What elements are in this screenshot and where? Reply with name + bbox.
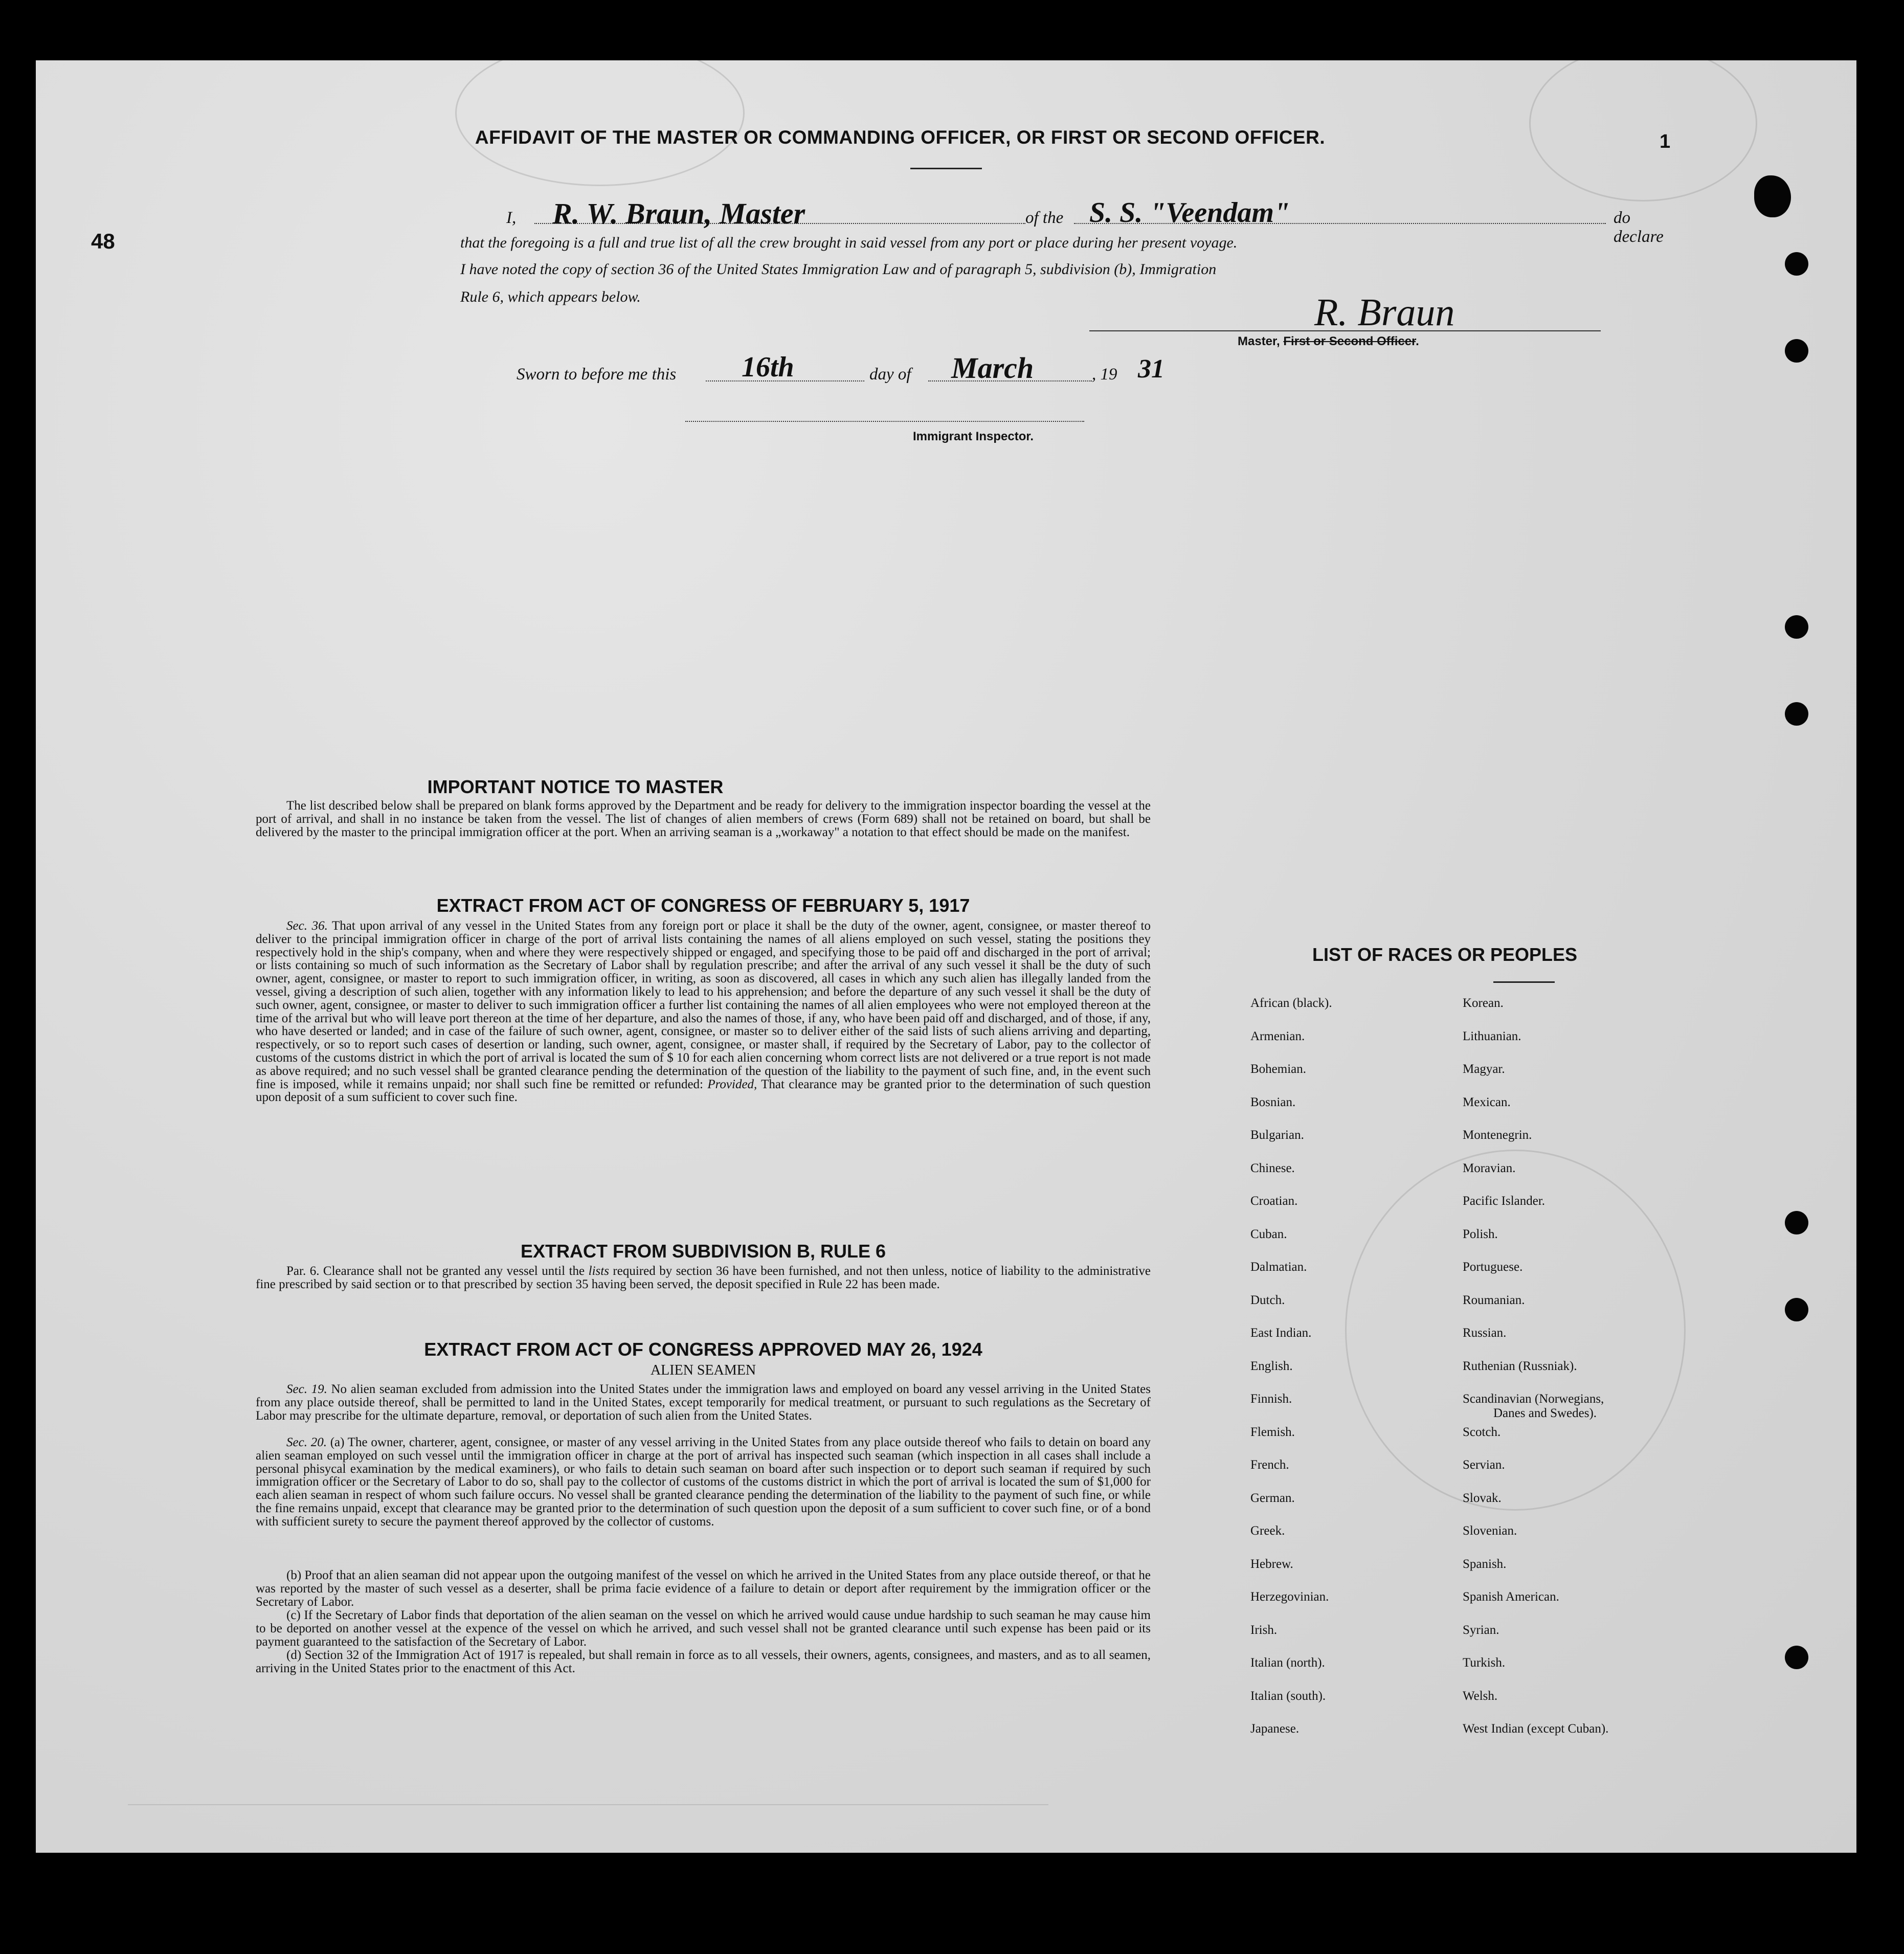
- notice-text: The list described below shall be prepared on blank forms approved by the Department and be ready for delivery to the immigration inspector boarding the vessel at the port of arrival, and shall in no instance be taken from the vessel. The list of changes of alien members of crews (Form 689) shall not be retained on board, but shall be delivered by the master to the principal immigration officer at the port. When an arriving seaman is a „workaway" a notation to that effect should be made on the manifest.: [256, 799, 1151, 839]
- race-item: French.: [1250, 1458, 1289, 1472]
- race-item: Irish.: [1250, 1623, 1278, 1637]
- sworn-year-handwritten: 31: [1138, 354, 1164, 384]
- master-label-struck: First or Second Officer: [1283, 334, 1416, 348]
- race-item: Russian.: [1463, 1326, 1507, 1340]
- race-item: Moravian.: [1463, 1161, 1516, 1175]
- sec-20-label: Sec. 20.: [286, 1435, 327, 1449]
- race-item: African (black).: [1250, 996, 1332, 1010]
- master-label: [1238, 334, 1419, 349]
- race-item: Syrian.: [1463, 1623, 1499, 1637]
- ink-blot-icon: [1754, 175, 1791, 217]
- race-item: East Indian.: [1250, 1326, 1312, 1340]
- race-item: Polish.: [1463, 1227, 1498, 1241]
- race-item: Scotch.: [1463, 1425, 1501, 1439]
- race-item: Scandinavian (Norwegians,: [1463, 1392, 1604, 1406]
- punch-hole-icon: [1785, 1646, 1808, 1669]
- race-item: Roumanian.: [1463, 1293, 1525, 1307]
- punch-hole-icon: [1785, 702, 1808, 726]
- sec-20a-text: [256, 1436, 1151, 1529]
- provided-label: Provided,: [707, 1077, 757, 1091]
- document-sheet: [36, 60, 1856, 1853]
- race-item: Chinese.: [1250, 1161, 1295, 1175]
- race-item: Slovenian.: [1463, 1524, 1517, 1538]
- race-item: Pacific Islander.: [1463, 1194, 1545, 1208]
- race-item: Danes and Swedes).: [1493, 1406, 1597, 1420]
- punch-hole-icon: [1785, 252, 1808, 276]
- punch-hole-icon: [1785, 615, 1808, 639]
- page-mark: 1: [1660, 131, 1671, 152]
- race-item: Armenian.: [1250, 1029, 1305, 1043]
- race-item: Magyar.: [1463, 1062, 1505, 1076]
- affidavit-title: AFFIDAVIT OF THE MASTER OR COMMANDING OFFICER, OR FIRST OR SECOND OFFICER.: [475, 127, 1326, 148]
- lists-label: lists: [588, 1264, 609, 1278]
- race-item: Spanish American.: [1463, 1590, 1559, 1604]
- day-of-label: day of: [869, 365, 911, 384]
- sec-20a-body: (a) The owner, charterer, agent, consignee, or master of any vessel arriving in the United States from any place outside thereof who fails to detain on board any alien seaman employed on such vessel until the immigration officer in charge at the port of arrival has inspected such seaman (which inspection in all cases shall include a personal phisycal examination by the medical examiners), or who fails to detain such seaman on board after such inspection or to deport such seaman if required by such immigration officer or the Secretary of Labor to do so, shall pay to the collector of customs of the customs district in which the port of arrival is located the sum of $1,000 for each alien seaman in respect of whom such failure occurs. No vessel shall be granted clearance pending the determination of the liability to the payment of such fine, or while the fine remains unpaid, except that clearance may be granted prior to the determination of such question upon the deposit of a sum sufficient to cover such fine, or of a bond with sufficient surety to secure the payment thereof approved by the collector of customs.: [256, 1435, 1151, 1529]
- extract-1917-title: EXTRACT FROM ACT OF CONGRESS OF FEBRUARY 5, 1917: [436, 895, 970, 916]
- sec-20b-text: (b) Proof that an alien seaman did not appear upon the outgoing manifest of the vessel on which he arrived in the United States from any place outside thereof, or that he was reported by the master of such vessel as a deserter, shall be prima facie evidence of a failure to detain or deport after requirement by the immigration officer or the Secretary of Labor.: [256, 1568, 1151, 1609]
- race-item: Welsh.: [1463, 1689, 1498, 1703]
- rule-6-title: EXTRACT FROM SUBDIVISION B, RULE 6: [520, 1241, 886, 1262]
- year-prefix: , 19: [1092, 365, 1117, 384]
- punch-hole-icon: [1785, 1211, 1808, 1234]
- race-item: Bulgarian.: [1250, 1128, 1304, 1142]
- affidavit-line-2: that the foregoing is a full and true list of all the crew brought in said vessel from any port or place during her present voyage.: [460, 234, 1238, 251]
- race-item: Herzegovinian.: [1250, 1590, 1329, 1604]
- races-left-column: [1250, 996, 1465, 1794]
- race-item: Bosnian.: [1250, 1095, 1296, 1109]
- race-item: Finnish.: [1250, 1392, 1292, 1406]
- side-mark: 48: [91, 229, 115, 253]
- sec-19-label: Sec. 19.: [286, 1382, 327, 1396]
- race-item: Spanish.: [1463, 1557, 1507, 1571]
- race-item: Hebrew.: [1250, 1557, 1293, 1571]
- rule-6-text: [256, 1265, 1151, 1291]
- extract-1924-title: EXTRACT FROM ACT OF CONGRESS APPROVED MAY 26, 1924: [424, 1339, 982, 1360]
- races-right-column: [1463, 996, 1749, 1794]
- race-item: Croatian.: [1250, 1194, 1298, 1208]
- extract-1917-text: [256, 919, 1151, 1104]
- race-item: Mexican.: [1463, 1095, 1511, 1109]
- affidavit-line-3: I have noted the copy of section 36 of the United States Immigration Law and of paragraph 5, subdivision (b), Immigration: [460, 261, 1217, 278]
- faint-stamp-corner: [1529, 60, 1757, 201]
- do-declare-label: do declare: [1614, 209, 1664, 246]
- sworn-day-handwritten: 16th: [742, 351, 794, 383]
- notice-title: IMPORTANT NOTICE TO MASTER: [427, 776, 724, 797]
- alien-seamen-subtitle: ALIEN SEAMEN: [650, 1362, 756, 1378]
- race-item: Lithuanian.: [1463, 1029, 1521, 1043]
- race-item: Flemish.: [1250, 1425, 1295, 1439]
- punch-hole-icon: [1785, 339, 1808, 363]
- race-item: Italian (south).: [1250, 1689, 1326, 1703]
- race-item: Montenegrin.: [1463, 1128, 1532, 1142]
- rule-6-text-b: required by section 36 have been furnished, and not then unless, notice of liability to the administrative fine prescribed by said section or to that prescribed by section 35 having been served, the deposit specified in Rule 22 has been made.: [256, 1264, 1151, 1291]
- race-item: Korean.: [1463, 996, 1504, 1010]
- race-item: Servian.: [1463, 1458, 1505, 1472]
- sec-36-end: That clearance may be granted prior to the determination of such question upon deposit of a sum sufficient to cover such fine.: [256, 1077, 1151, 1105]
- bleed-through-rule: [128, 1804, 1048, 1805]
- master-label-pre: Master,: [1238, 334, 1284, 348]
- sworn-month-handwritten: March: [951, 351, 1034, 385]
- race-item: Turkish.: [1463, 1656, 1506, 1670]
- race-item: Bohemian.: [1250, 1062, 1307, 1076]
- punch-hole-icon: [1785, 1298, 1808, 1321]
- race-item: Italian (north).: [1250, 1656, 1325, 1670]
- rule-6-text-a: Par. 6. Clearance shall not be granted any vessel until the: [286, 1264, 585, 1278]
- title-rule: [910, 168, 982, 169]
- of-the-label: of the: [1025, 209, 1064, 227]
- race-item: Cuban.: [1250, 1227, 1287, 1241]
- master-label-post: .: [1416, 334, 1419, 348]
- race-item: German.: [1250, 1491, 1295, 1505]
- race-item: Dutch.: [1250, 1293, 1285, 1307]
- race-item: Japanese.: [1250, 1722, 1300, 1736]
- race-item: Dalmatian.: [1250, 1260, 1307, 1274]
- sec-20d-text: (d) Section 32 of the Immigration Act of 1917 is repealed, but shall remain in force as to all vessels, their owners, agents, consignees, and masters, and as to all seamen, arriving in the United States prior to the enactment of this Act.: [256, 1648, 1151, 1675]
- vessel-name-handwritten: S. S. "Veendam": [1089, 197, 1290, 229]
- race-item: Ruthenian (Russniak).: [1463, 1359, 1577, 1373]
- race-item: Greek.: [1250, 1524, 1285, 1538]
- races-title-rule: [1493, 981, 1555, 983]
- sec-36-body: That upon arrival of any vessel in the United States from any foreign port or place it shall be the duty of the owner, agent, consignee, or master thereof to deliver to the principal immigration officer in charge of the port of arrival lists containing the names of all aliens employed on such vessel, stating the positions they respectively hold in the ship's company, when and where they were respectively shipped or engaged, and specifying those to be paid off and discharged in the port of arrival; or lists containing so much of such information as the Secretary of Labor shall by regulation prescribe; and after the arrival of any such vessel it shall be the duty of such owner, agent, consignee, or master to report to such immigration officer, in writing, as soon as discovered, all cases in which any such alien has illegally landed from the vessel, giving a description of such alien, together with any information likely to lead to his apprehension; and before the departure of any such vessel it shall be the duty of such owner, agent, consignee, or master to deliver to such immigration officer a further list containing the names of all alien employees who were not employed thereon at the time of the arrival but who will leave port thereon at the time of her departure, and also the names of those, if any, who have been paid off and discharged, and of those, if any, who have deserted or landed; and in case of the failure of such owner, agent, consignee, or master so to deliver either of the said lists of such aliens arriving and departing, respectively, or so to report such cases of desertion or landing, such owner, agent, consignee, or master shall, if required by the Secretary of Labor, pay to the collector of customs of the customs district in which the port of arrival is located the sum of $ 10 for each alien concerning whom correct lists are not delivered or a true report is not made as above required; and no such vessel shall be granted clearance pending the determination of the question of the liability to the payment of such fine, and, in the event such fine is imposed, while it remains unpaid; nor shall such fine be remitted or refunded:: [256, 919, 1151, 1091]
- sec-36-label: Sec. 36.: [286, 919, 328, 933]
- races-title: LIST OF RACES OR PEOPLES: [1312, 944, 1578, 965]
- affidavit-line-4: Rule 6, which appears below.: [460, 288, 641, 305]
- race-item: Portuguese.: [1463, 1260, 1523, 1274]
- race-item: West Indian (except Cuban).: [1463, 1722, 1609, 1736]
- sworn-line: [517, 351, 1233, 392]
- race-item: English.: [1250, 1359, 1293, 1373]
- sworn-prefix: Sworn to before me this: [517, 365, 677, 384]
- faint-stamp-top: [455, 60, 745, 186]
- inspector-signature-line: [685, 421, 1084, 422]
- master-name-handwritten: R. W. Braun, Master: [552, 197, 805, 230]
- sec-19-text: [256, 1383, 1151, 1422]
- inspector-label: Immigrant Inspector.: [913, 430, 1034, 443]
- race-item: Slovak.: [1463, 1491, 1502, 1505]
- master-signature-handwritten: R. Braun: [1314, 291, 1455, 334]
- sec-19-body: No alien seaman excluded from admission into the United States under the immigration laws and employed on board any vessel arriving in the United States from any place outside thereof, shall be permitted to land in the United States, except temporarily for medical treatment, or pursuant to such regulations as the Secretary of Labor may prescribe for the ultimate departure, removal, or deportation of such alien from the United States.: [256, 1382, 1151, 1423]
- prefix-i: I,: [506, 209, 517, 227]
- sec-20c-text: (c) If the Secretary of Labor finds that deportation of the alien seaman on the vessel on which he arrived would cause undue hardship to such seaman he may cause him to be deported on another vessel at the expence of the vessel on which he arrived, and such vessel shall not be granted clearance until such expense has been paid or its payment guaranteed to the satisfaction of the Secretary of Labor.: [256, 1608, 1151, 1649]
